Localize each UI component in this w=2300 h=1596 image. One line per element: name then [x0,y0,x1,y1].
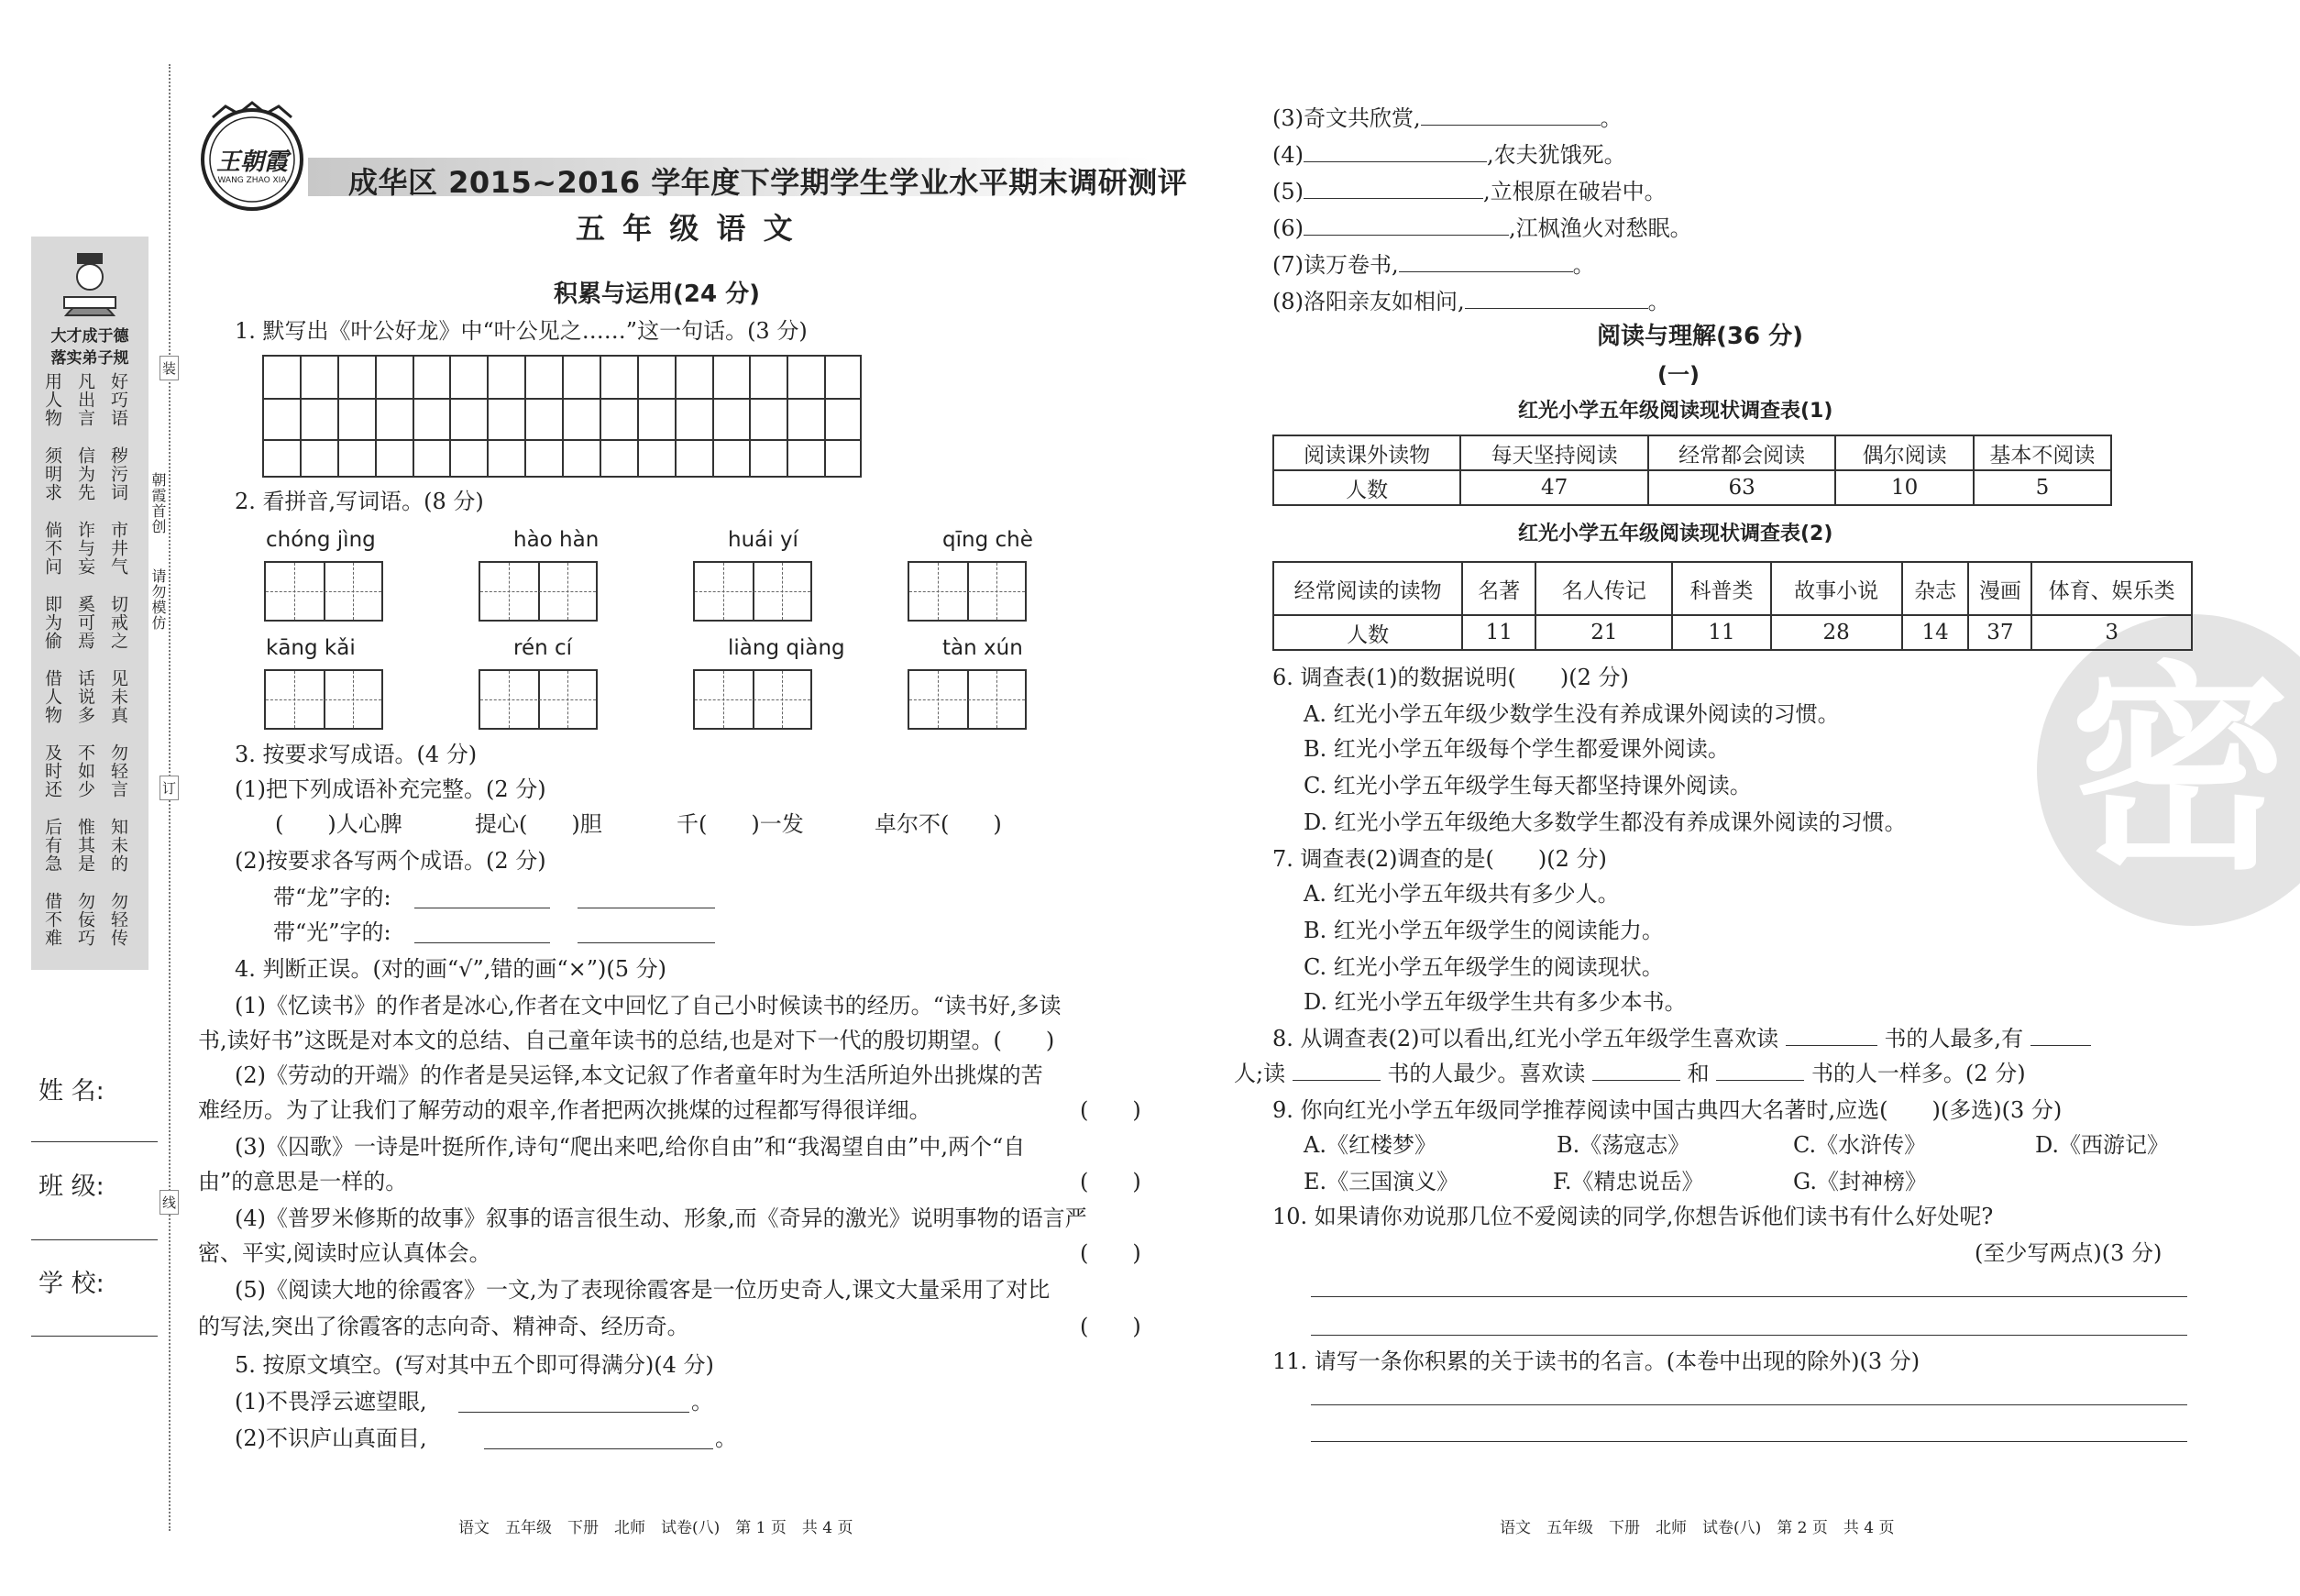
table1-header: 基本不阅读 [1974,435,2111,470]
q4-item-3-answer[interactable]: ( ) [1080,1169,1141,1194]
q5-item-right [1272,178,1667,205]
logo-text: 王朝霞 [215,149,288,176]
idiom-item-1[interactable]: ( )人心脾 [275,811,402,837]
pinyin-answer-box[interactable] [479,669,598,730]
table2-data-row [1273,615,2192,650]
table1-header: 偶尔阅读 [1835,435,1973,470]
q5-item-suffix: 。 [1647,289,1670,314]
proverb-column: 诈与妄 [75,521,95,576]
proverb-column: 信为先 [75,446,95,501]
proverb-columns [37,372,145,968]
q6-option-a[interactable]: A. 红光小学五年级少数学生没有养成课外阅读的习惯。 [1304,701,1840,727]
q5-item-field[interactable] [1304,215,1509,236]
question-6: 6. 调查表(1)的数据说明( )(2 分) [1272,665,1629,690]
box-guide-horizontal [695,591,810,592]
q10-answer-line-2[interactable] [1311,1335,2187,1336]
q8-text-f: 书的人一样多。(2 分) [1810,1061,2026,1086]
table2-header: 故事小说 [1771,562,1902,615]
question-3-2: (2)按要求各写两个成语。(2 分) [235,848,546,874]
proverb-column: 勿佞巧 [75,892,95,947]
table2-header: 体育、娱乐类 [2031,562,2192,615]
pinyin-answer-box[interactable] [264,669,383,730]
motto-top: 大才成于德 [50,327,129,346]
q4-item-4-line1: (4)《普罗米修斯的故事》叙事的语言很生动、形象,而《奇异的激光》说明事物的语言严 [235,1205,1087,1231]
pinyin-label: liàng qiàng [728,636,845,660]
pinyin-answer-box[interactable] [908,561,1027,622]
table2-title: 红光小学五年级阅读现状调查表(2) [1518,523,1833,545]
proverb-column: 勿轻传 [108,892,128,947]
name-field[interactable] [31,1141,158,1142]
section1-title: 积累与运用(24 分) [554,281,760,308]
pinyin-answer-box[interactable] [693,561,812,622]
q11-answer-line-2[interactable] [1311,1441,2187,1442]
q8-text-d: 书的人最少。喜欢读 [1387,1061,1586,1086]
q4-item-3-line2: 由”的意思是一样的。 [198,1169,408,1194]
q4-item-5-answer[interactable]: ( ) [1080,1314,1141,1339]
box-guide-horizontal [266,591,381,592]
name-label: 姓 名: [39,1077,105,1106]
q7-option-b[interactable]: B. 红光小学五年级学生的阅读能力。 [1304,918,1664,943]
q4-item-4-answer[interactable]: ( ) [1080,1240,1141,1266]
grid-row-line [264,398,860,400]
q4-item-1-line1: (1)《忆读书》的作者是冰心,作者在文中回忆了自己小时候读书的经历。“读书好,多读 [235,993,1062,1018]
question-1: 1. 默写出《叶公好龙》中“叶公见之……”这一句话。(3 分) [235,318,808,344]
seal-mark-3: 线 [160,1190,179,1215]
q7-option-c[interactable]: C. 红光小学五年级学生的阅读现状。 [1304,954,1664,980]
question-8-line1 [1272,1025,2091,1052]
light-idiom-field-2[interactable] [578,942,715,943]
pinyin-answer-box[interactable] [264,561,383,622]
q5-item-prefix: (8)洛阳亲友如相问, [1272,289,1465,314]
proverb-column: 好巧语 [108,372,128,427]
q9-option-d[interactable]: D.《西游记》 [2035,1132,2170,1158]
table2-cell: 28 [1771,615,1902,650]
question-11: 11. 请写一条你积累的关于读书的名言。(本卷中出现的除外)(3 分) [1272,1348,1920,1374]
question-7: 7. 调查表(2)调查的是( )(2 分) [1272,846,1607,872]
pinyin-label: tàn xún [942,636,1023,660]
question-2: 2. 看拼音,写词语。(8 分) [235,489,484,514]
exam-subject: 五 年 级 语 文 [576,211,797,246]
q4-item-5-line1: (5)《阅读大地的徐霞客》一文,为了表现徐霞客是一位历史奇人,课文大量采用了对比 [235,1277,1051,1303]
proverb-column: 话说多 [75,669,95,724]
q4-item-1-line2: 书,读好书”这既是对本文的总结、自己童年读书的总结,也是对下一代的殷切期望。( ) [198,1028,1055,1053]
proverb-column: 借人物 [42,669,62,724]
q5-item-suffix: 。 [1572,252,1595,278]
q5-item-right [1272,288,1670,315]
q5-item-right [1272,215,1692,242]
writing-grid[interactable] [262,355,862,478]
proverb-column: 用人物 [42,372,62,427]
part-one-label: (一) [1657,362,1700,388]
question-8-line2 [1234,1060,2026,1087]
light-idiom-label: 带“光”字的: [273,919,391,945]
class-label: 班 级: [39,1172,105,1201]
table1-header-row [1273,435,2111,470]
q7-option-d[interactable]: D. 红光小学五年级学生共有多少本书。 [1304,989,1687,1015]
table1-cell: 人数 [1273,470,1460,505]
light-idiom-field-1[interactable] [414,942,550,943]
q6-option-d[interactable]: D. 红光小学五年级绝大多数学生都没有养成课外阅读的习惯。 [1304,809,1907,835]
table2-cell: 人数 [1273,615,1462,650]
watermark-char: 密 [2070,641,2291,899]
table2-header: 名人传记 [1535,562,1672,615]
q5-item-suffix: ,江枫渔火对愁眠。 [1509,215,1692,241]
q5-item-field[interactable] [1465,288,1648,309]
question-4: 4. 判断正误。(对的画“√”,错的画“×”)(5 分) [235,956,666,982]
q8-text-a: 8. 从调查表(2)可以看出,红光小学五年级学生喜欢读 [1272,1026,1779,1051]
question-10: 10. 如果请你劝说那几位不爱阅读的同学,你想告诉他们读书有什么好处呢? [1272,1204,1994,1229]
q9-option-b[interactable]: B.《荡寇志》 [1557,1132,1690,1158]
proverb-column: 不如少 [75,743,95,798]
q5-item-2-field[interactable] [484,1448,713,1449]
idiom-item-2[interactable]: 提心( )胆 [475,811,602,837]
publisher-logo [194,99,310,215]
exam-title: 成华区 2015~2016 学年度下学期学生学业水平期末调研测评 [348,165,1188,200]
q5-item-prefix: (6) [1272,215,1304,241]
table1-header: 每天坚持阅读 [1460,435,1648,470]
table2-header-row [1273,562,2192,615]
seal-mark-2: 订 [160,776,179,800]
pinyin-label: qīng chè [942,528,1033,552]
table2-header: 漫画 [1968,562,2031,615]
pinyin-answer-box[interactable] [479,561,598,622]
survey-table-1 [1272,435,2112,506]
q4-item-2-line2: 难经历。为了让我们了解劳动的艰辛,作者把两次挑煤的过程都写得很详细。 [198,1097,931,1123]
q5-item-prefix: (5) [1272,179,1304,204]
q5-item-right [1272,105,1623,132]
dragon-idiom-label: 带“龙”字的: [273,885,391,910]
proverb-column: 奚可焉 [75,595,95,650]
q8-field-same-2[interactable] [1716,1060,1804,1081]
q8-field-same-1[interactable] [1592,1060,1680,1081]
q11-answer-line-1[interactable] [1311,1404,2187,1405]
table2-cell: 21 [1535,615,1672,650]
footer-left: 语文 五年级 下册 北师 试卷(八) 第 1 页 共 4 页 [458,1519,853,1537]
sidebar-motto-panel [31,237,149,970]
q4-item-5-line2: 的写法,突出了徐霞客的志向奇、精神奇、经历奇。 [198,1314,689,1339]
q10-answer-line-1[interactable] [1311,1296,2187,1297]
q5-item-1: (1)不畏浮云遮望眼, [235,1389,427,1414]
q5-item-suffix: 。 [1600,105,1623,131]
q6-option-b[interactable]: B. 红光小学五年级每个学生都爱课外阅读。 [1304,736,1730,762]
copyright-1: 朝霞首创 [149,472,167,534]
q5-item-2: (2)不识庐山真面目, [235,1425,427,1451]
section2-title: 阅读与理解(36 分) [1597,323,1803,350]
q4-item-3-line1: (3)《囚歌》一诗是叶挺所作,诗句“爬出来吧,给你自由”和“我渴望自由”中,两个“自 [235,1134,1026,1160]
class-field[interactable] [31,1239,158,1240]
proverb-column: 见未真 [108,669,128,724]
q5-item-1-field[interactable] [458,1412,689,1413]
proverb-column: 切戒之 [108,595,128,650]
grid-row-line [264,439,860,441]
q5-item-suffix: ,农夫犹饿死。 [1487,142,1626,168]
proverb-column: 知未的 [108,818,128,873]
table1-title: 红光小学五年级阅读现状调查表(1) [1518,400,1833,423]
table2-header: 杂志 [1902,562,1969,615]
q9-option-a[interactable]: A.《红楼梦》 [1304,1132,1436,1158]
scholar-figure-icon [57,251,123,317]
proverb-column: 及时还 [42,743,62,798]
table1-header: 阅读课外读物 [1273,435,1460,470]
proverb-column: 借不难 [42,892,62,947]
table1-cell: 10 [1835,470,1973,505]
q9-option-f[interactable]: F.《精忠说岳》 [1553,1169,1704,1194]
watermark-seal [2037,614,2300,926]
q5-item-suffix: ,立根原在破岩中。 [1483,179,1667,204]
proverb-column: 须明求 [42,446,62,501]
q5-item-right [1272,251,1595,279]
proverb-column: 即为偷 [42,595,62,650]
q8-text-b: 书的人最多,有 [1884,1026,2024,1051]
q5-item-1-period: 。 [691,1389,713,1414]
table2-cell: 11 [1672,615,1770,650]
q5-item-prefix: (4) [1272,142,1304,168]
footer-right: 语文 五年级 下册 北师 试卷(八) 第 2 页 共 4 页 [1500,1519,1895,1537]
pinyin-label: hào hàn [513,528,600,552]
q9-option-e[interactable]: E.《三国演义》 [1304,1169,1459,1194]
table2-header: 经常阅读的读物 [1273,562,1462,615]
q5-item-field[interactable] [1304,141,1487,162]
pinyin-label: kāng kǎi [266,636,356,660]
table1-data-row [1273,470,2111,505]
box-guide-horizontal [695,699,810,700]
q5-item-field[interactable] [1421,105,1601,126]
table1-cell: 47 [1460,470,1648,505]
table1-cell: 63 [1648,470,1836,505]
q7-option-a[interactable]: A. 红光小学五年级共有多少人。 [1304,881,1620,907]
question-3-1: (1)把下列成语补充完整。(2 分) [235,776,546,802]
proverb-column: 秽污词 [108,446,128,501]
pinyin-answer-box[interactable] [908,669,1027,730]
proverb-column: 惟其是 [75,818,95,873]
pinyin-label: huái yí [728,528,798,552]
q4-item-2-answer[interactable]: ( ) [1080,1097,1141,1123]
idiom-item-4[interactable]: 卓尔不( ) [875,811,1002,837]
grid-column-line [264,357,826,476]
table2-cell: 14 [1902,615,1969,650]
q8-field-count[interactable] [2030,1025,2091,1046]
q8-text-e: 和 [1687,1061,1710,1086]
box-guide-horizontal [266,699,381,700]
q5-item-field[interactable] [1399,251,1573,272]
q9-option-c[interactable]: C.《水浒传》 [1793,1132,1927,1158]
table2-header: 科普类 [1672,562,1770,615]
q4-item-4-line2: 密、平实,阅读时应认真体会。 [198,1240,491,1266]
survey-table-2 [1272,561,2193,651]
seal-mark-1: 装 [160,356,179,380]
question-5: 5. 按原文填空。(写对其中五个即可得满分)(4 分) [235,1352,714,1378]
question-9: 9. 你向红光小学五年级同学推荐阅读中国古典四大名著时,应选( )(多选)(3 分) [1272,1097,2063,1123]
proverb-column: 勿轻言 [108,743,128,798]
proverb-column: 倘不问 [42,521,62,576]
copyright-2: 请勿模仿 [149,568,167,631]
box-guide-horizontal [480,591,596,592]
pinyin-label: chóng jìng [266,528,376,552]
q5-item-prefix: (7)读万卷书, [1272,252,1399,278]
school-field[interactable] [31,1336,158,1337]
idiom-item-3[interactable]: 千( )一发 [677,811,804,837]
q6-option-c[interactable]: C. 红光小学五年级学生每天都坚持课外阅读。 [1304,773,1752,798]
proverb-column: 凡出言 [75,372,95,427]
box-guide-horizontal [909,591,1025,592]
school-label: 学 校: [39,1270,105,1298]
q5-item-2-period: 。 [715,1425,737,1451]
logo-subtext: WANG ZHAO XIA [217,176,287,185]
q8-field-most[interactable] [1786,1025,1877,1046]
pinyin-label: rén cí [513,636,573,660]
q4-item-2-line1: (2)《劳动的开端》的作者是吴运铎,本文记叙了作者童年时为生活所迫外出挑煤的苦 [235,1062,1043,1088]
q8-text-c: 人;读 [1234,1061,1286,1086]
q10-note: (至少写两点)(3 分) [1975,1240,2162,1266]
proverb-column: 市井气 [108,521,128,576]
box-guide-horizontal [480,699,596,700]
motto-bottom: 落实弟子规 [50,349,129,368]
table2-header: 名著 [1462,562,1535,615]
q8-field-least[interactable] [1293,1060,1381,1081]
q5-item-right [1272,141,1626,169]
table1-header: 经常都会阅读 [1648,435,1836,470]
box-guide-horizontal [909,699,1025,700]
table2-cell: 3 [2031,615,2192,650]
table2-cell: 37 [1968,615,2031,650]
table2-cell: 11 [1462,615,1535,650]
q5-item-prefix: (3)奇文共欣赏, [1272,105,1421,131]
table1-cell: 5 [1974,470,2111,505]
q5-item-field[interactable] [1304,178,1483,199]
pinyin-answer-box[interactable] [693,669,812,730]
question-3: 3. 按要求写成语。(4 分) [235,742,478,767]
q9-option-g[interactable]: G.《封神榜》 [1793,1169,1927,1194]
proverb-column: 后有急 [42,818,62,873]
